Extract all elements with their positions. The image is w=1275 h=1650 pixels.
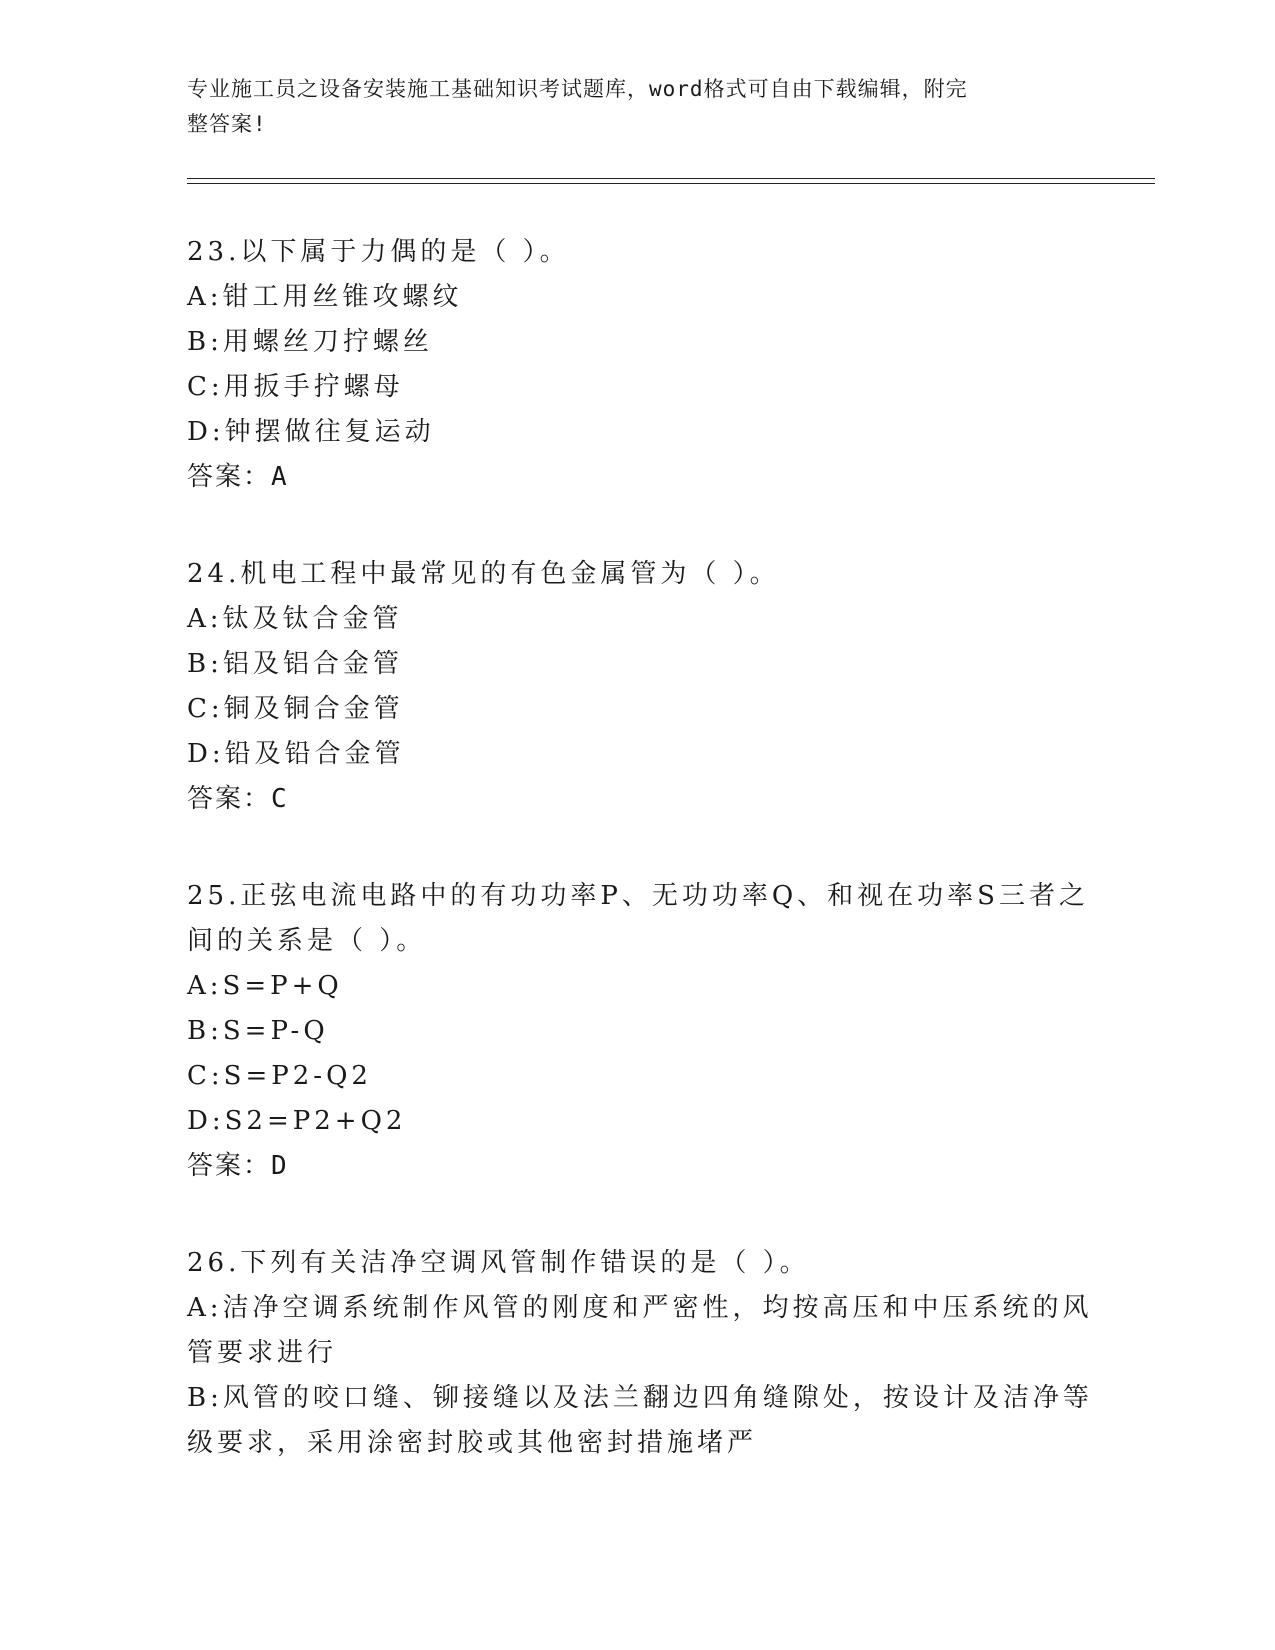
question-24	[187, 552, 1087, 822]
question-text-cont: 间的关系是（ ）。	[187, 926, 427, 956]
option-a: A:钳工用丝锥攻螺纹	[187, 282, 463, 312]
option-d: D:铅及铅合金管	[187, 739, 405, 769]
option-b: B:风管的咬口缝、铆接缝以及法兰翻边四角缝隙处，按设计及洁净等	[187, 1383, 1093, 1413]
header-divider-top	[187, 178, 1155, 179]
option-d: D:S2=P2+Q2	[187, 1106, 407, 1136]
option-a: A:S=P+Q	[187, 971, 343, 1001]
header-line-1: 专业施工员之设备安装施工基础知识考试题库，word格式可自由下载编辑，附完	[187, 77, 968, 101]
question-text: 24.机电工程中最常见的有色金属管为（ ）。	[187, 559, 780, 589]
option-b: B:用螺丝刀拧螺丝	[187, 327, 433, 357]
question-text: 25.正弦电流电路中的有功功率P、无功功率Q、和视在功率S三者之	[187, 881, 1089, 911]
answer-value: A	[271, 462, 289, 492]
question-text: 23.以下属于力偶的是（ ）。	[187, 237, 570, 267]
option-b: B:铝及铝合金管	[187, 649, 403, 679]
option-c: C:用扳手拧螺母	[187, 372, 404, 402]
option-c: C:S=P2-Q2	[187, 1061, 372, 1091]
document-header	[187, 72, 1087, 142]
option-a: A:钛及钛合金管	[187, 604, 403, 634]
question-26	[187, 1241, 1093, 1466]
question-text: 26.下列有关洁净空调风管制作错误的是（ ）。	[187, 1248, 810, 1278]
option-c: C:铜及铜合金管	[187, 694, 404, 724]
answer-line	[187, 777, 1087, 822]
answer-label: 答案：	[187, 784, 272, 814]
option-a: A:洁净空调系统制作风管的刚度和严密性，均按高压和中压系统的风	[187, 1293, 1093, 1323]
option-b: B:S=P-Q	[187, 1016, 329, 1046]
answer-value: C	[271, 784, 289, 814]
option-d: D:钟摆做往复运动	[187, 417, 435, 447]
answer-label: 答案：	[187, 1151, 272, 1181]
question-25	[187, 874, 1087, 1189]
option-b-cont: 级要求，采用涂密封胶或其他密封措施堵严	[187, 1428, 758, 1458]
header-line-2: 整答案!	[187, 112, 267, 136]
question-23	[187, 230, 1087, 500]
option-a-cont: 管要求进行	[187, 1338, 338, 1368]
answer-label: 答案：	[187, 462, 272, 492]
answer-value: D	[271, 1151, 289, 1181]
answer-line	[187, 455, 1087, 500]
header-divider-bottom	[187, 183, 1155, 184]
answer-line	[187, 1144, 1087, 1189]
